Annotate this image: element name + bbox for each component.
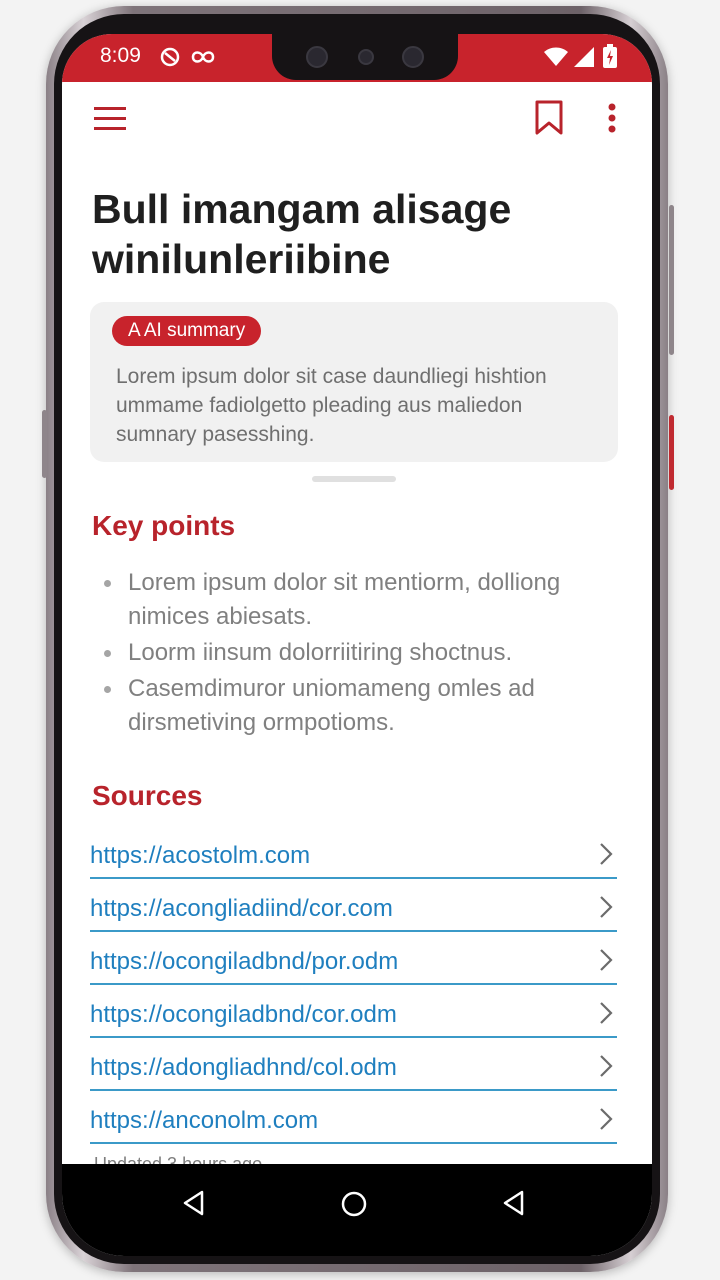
- cell-signal-icon: [574, 47, 594, 67]
- key-points-list: [102, 566, 602, 742]
- ai-summary-badge: A AI summary: [112, 316, 261, 346]
- do-not-disturb-icon: [159, 46, 181, 68]
- volume-button: [669, 205, 674, 355]
- top-app-bar: [62, 82, 652, 162]
- front-camera: [306, 46, 328, 68]
- status-bar: [62, 34, 652, 82]
- power-button: [669, 415, 674, 490]
- phone-frame: [46, 6, 668, 1272]
- bookmark-icon[interactable]: [534, 100, 564, 136]
- status-time: 8:09: [100, 44, 141, 67]
- bullet-dot: [104, 686, 111, 693]
- source-link[interactable]: [90, 934, 617, 985]
- home-icon[interactable]: [340, 1190, 368, 1218]
- chevron-right-icon: [599, 842, 613, 866]
- key-point-text: Lorem ipsum dolor sit mentiorm, dolliong nimices abiesats.: [128, 569, 561, 630]
- article-title: Bull imangam alisage winilunleriibine: [92, 186, 512, 282]
- key-point-item: [102, 566, 602, 634]
- chevron-right-icon: [599, 895, 613, 919]
- chevron-right-icon: [599, 1001, 613, 1025]
- ai-summary-text: Lorem ipsum dolor sit case daundliegi hishtion ummame fadiolgetto pleading aus maliedon sumnary pasesshing.: [116, 365, 547, 446]
- source-url[interactable]: https://adongliadhnd/col.odm: [90, 1054, 397, 1081]
- source-url[interactable]: https://anconolm.com: [90, 1107, 319, 1134]
- chevron-right-icon: [599, 1054, 613, 1078]
- bullet-dot: [104, 580, 111, 587]
- chevron-right-icon: [599, 1107, 613, 1131]
- recents-icon[interactable]: [502, 1190, 526, 1216]
- source-link[interactable]: [90, 881, 617, 932]
- key-point-item: [102, 672, 602, 740]
- source-url[interactable]: https://acostolm.com: [90, 842, 311, 869]
- screen: [62, 34, 652, 1256]
- source-link[interactable]: [90, 828, 617, 879]
- source-url[interactable]: https://ocongiladbnd/cor.odm: [90, 1001, 397, 1028]
- side-button-left: [42, 410, 47, 478]
- bullet-dot: [104, 650, 111, 657]
- source-url[interactable]: https://acongliadiind/cor.com: [90, 895, 393, 922]
- ai-summary-card: [90, 302, 618, 462]
- more-vertical-icon[interactable]: [607, 102, 617, 136]
- drag-handle[interactable]: [312, 476, 396, 482]
- menu-icon[interactable]: [94, 106, 126, 132]
- source-link[interactable]: [90, 1093, 617, 1144]
- key-point-text: Loorm iinsum dolorriitiring shoctnus.: [128, 639, 513, 666]
- battery-icon: [603, 44, 617, 68]
- sources-heading: Sources: [92, 780, 203, 811]
- sources-list: [90, 828, 617, 1146]
- chevron-right-icon: [599, 948, 613, 972]
- system-nav-bar: [62, 1164, 652, 1256]
- source-link[interactable]: [90, 1040, 617, 1091]
- key-points-heading: Key points: [92, 510, 236, 541]
- key-point-item: [102, 636, 602, 670]
- sensor: [358, 49, 374, 65]
- wifi-icon: [544, 47, 568, 67]
- key-point-text: Casemdimuror uniomameng omles ad dirsmetiving ormpotioms.: [128, 675, 535, 736]
- infinity-sync-icon: [190, 46, 216, 68]
- phone-bezel: [54, 14, 660, 1264]
- source-link[interactable]: [90, 987, 617, 1038]
- front-camera-secondary: [402, 46, 424, 68]
- back-icon[interactable]: [182, 1190, 206, 1216]
- source-url[interactable]: https://ocongiladbnd/por.odm: [90, 948, 399, 975]
- camera-notch: [272, 34, 458, 80]
